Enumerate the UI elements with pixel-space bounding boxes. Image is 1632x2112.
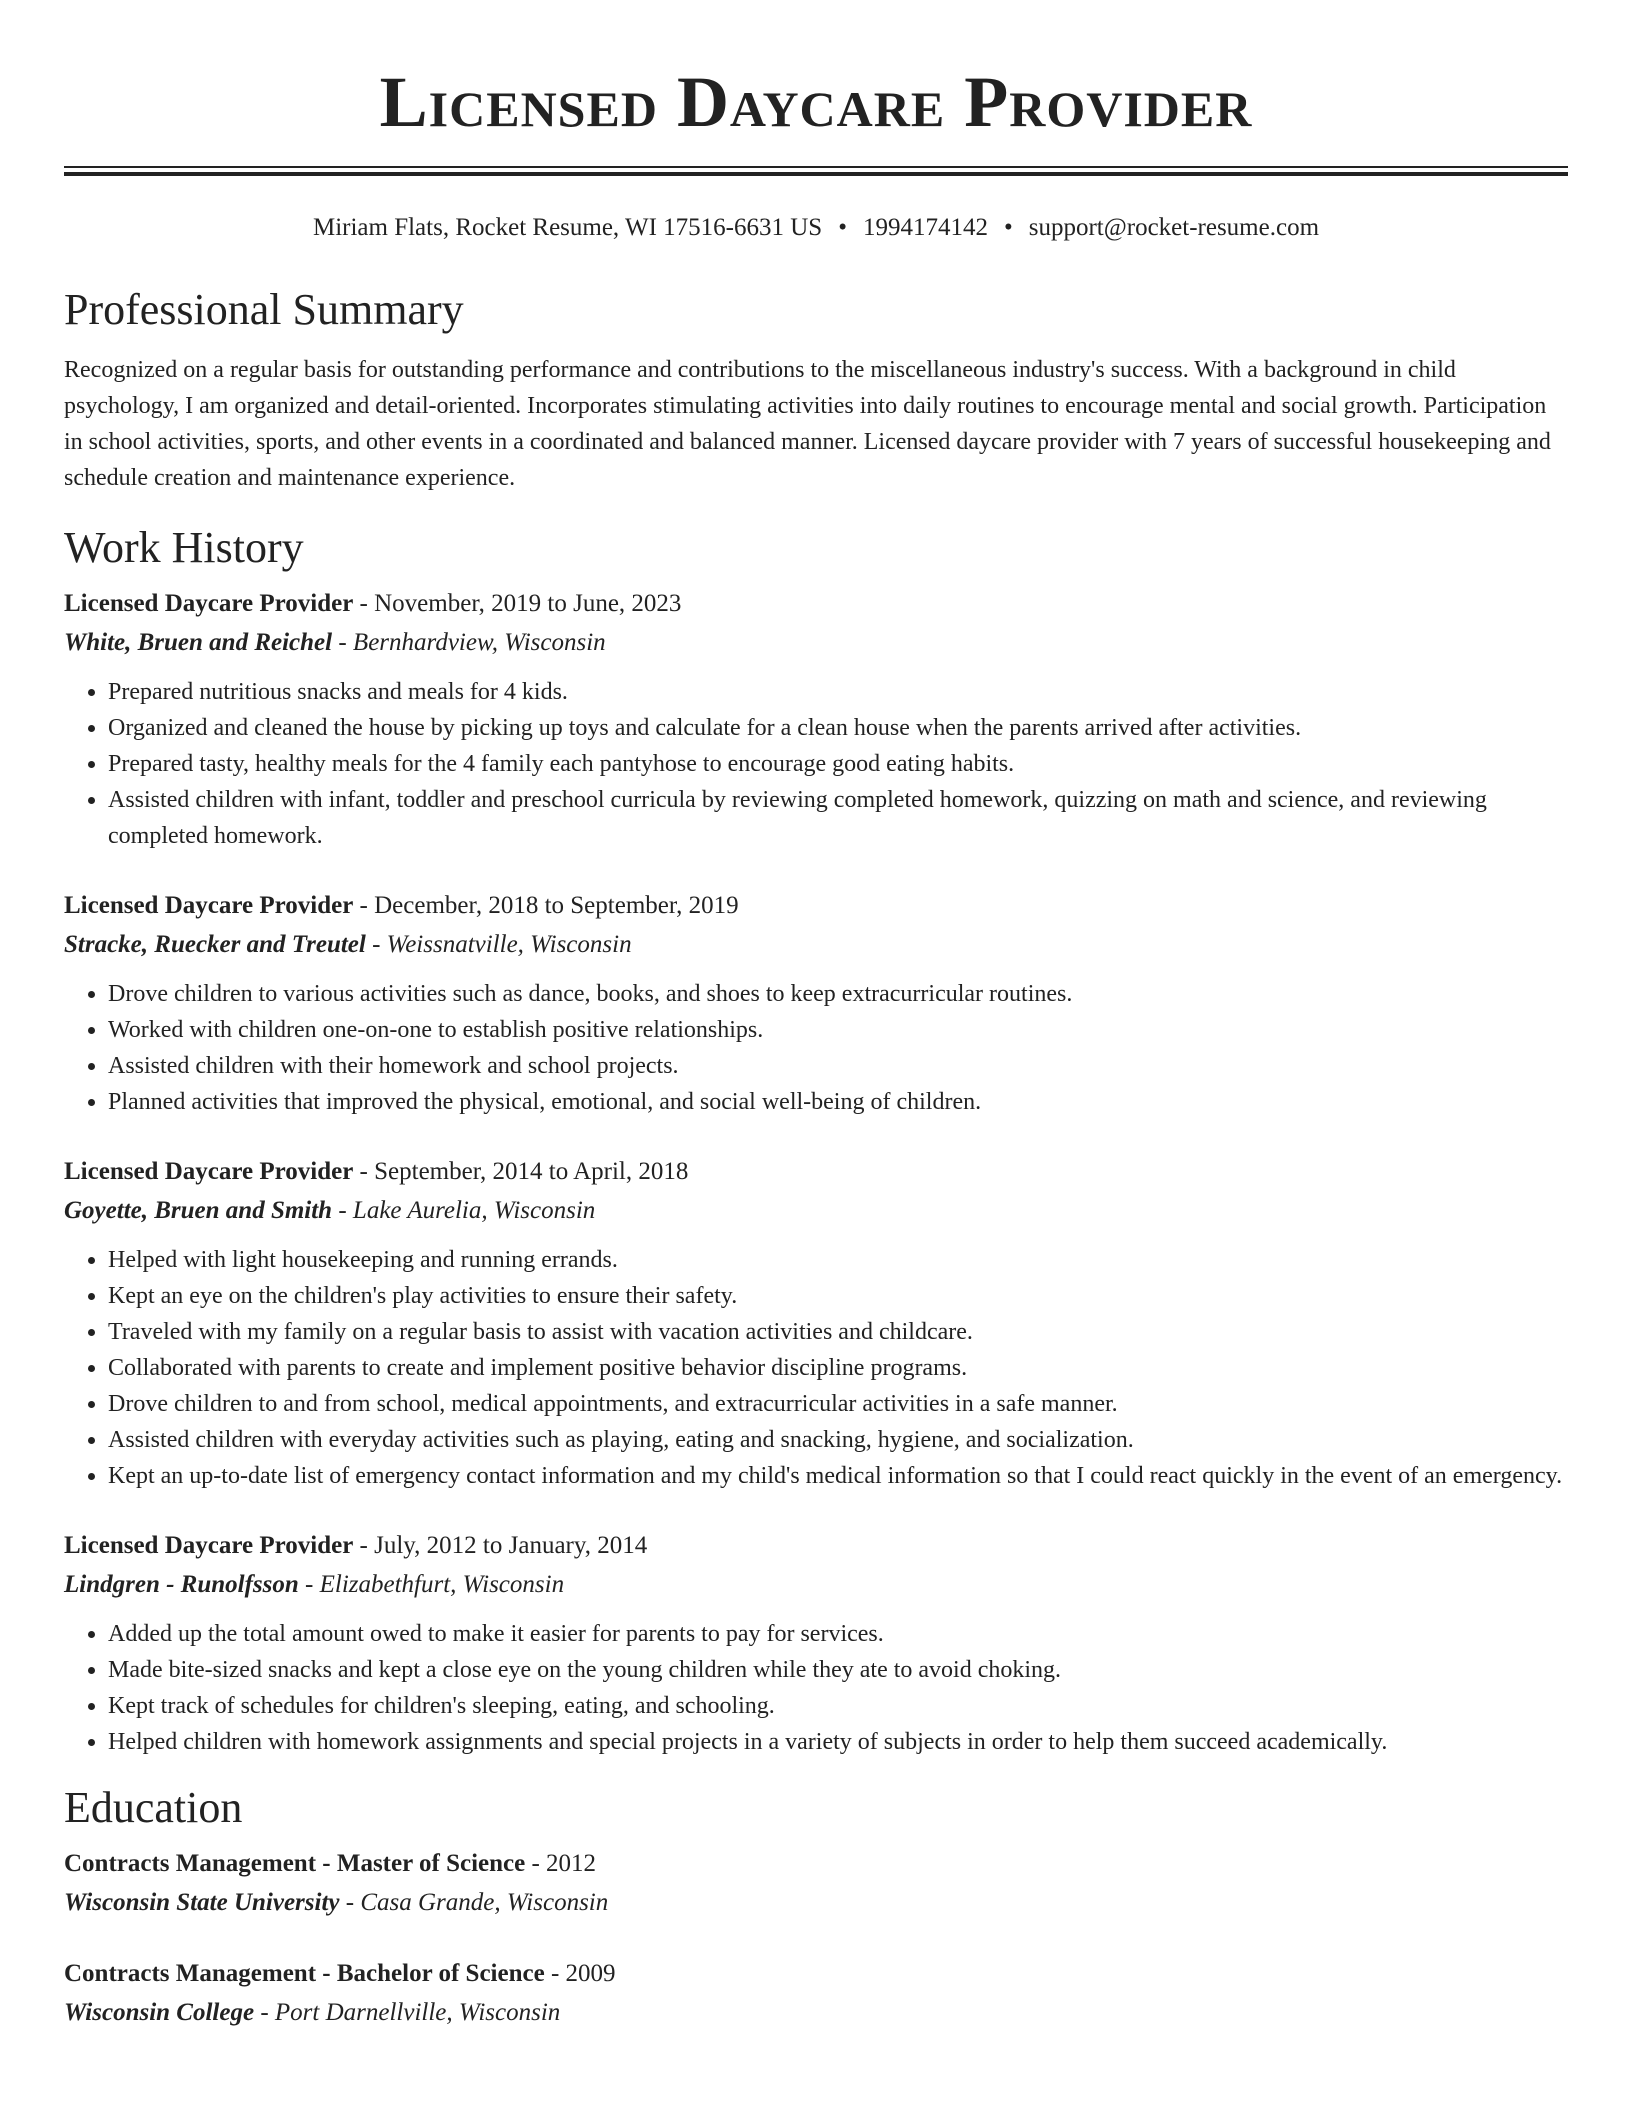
- job-title: Licensed Daycare Provider: [64, 590, 354, 617]
- education-entry: [64, 1844, 1568, 1922]
- degree-line: [64, 1844, 1568, 1883]
- employer-location: - Elizabethfurt, Wisconsin: [298, 1571, 565, 1598]
- job-title: Licensed Daycare Provider: [64, 892, 354, 919]
- job-duty: • Added up the total amount owed to make it easier for parents to pay for services.: [108, 1616, 1568, 1652]
- education-entry: [64, 1954, 1568, 2032]
- contact-line: [64, 212, 1568, 244]
- job-duties: [64, 674, 1568, 854]
- job-title: Licensed Daycare Provider: [64, 1532, 354, 1559]
- summary-heading: Professional Summary: [64, 285, 464, 334]
- employer-line: [64, 1191, 1568, 1230]
- job-duty: • Drove children to and from school, medical appointments, and extracurricular activities in a safe manner.: [108, 1386, 1568, 1422]
- resume-title: Licensed Daycare Provider: [379, 62, 1253, 142]
- employer-location: - Bernhardview, Wisconsin: [332, 629, 606, 656]
- school-line: [64, 1993, 1568, 2032]
- summary-text: Recognized on a regular basis for outstanding performance and contributions to the miscellaneous industry's success. With a background in child psychology, I am organized and detail-oriented. Incorporates stimulating activities into daily routines to encourage mental and social growth. Participation in school activities, sports, and other events in a coordinated and balanced manner. Licensed daycare provider with 7 years of successful housekeeping and schedule creation and maintenance experience.: [64, 357, 1551, 491]
- degree-line: [64, 1954, 1568, 1993]
- title-divider: [64, 166, 1568, 176]
- job-duty: • Worked with children one-on-one to establish positive relationships.: [108, 1012, 1568, 1048]
- school-name: Wisconsin State University: [64, 1889, 340, 1916]
- job-duty: • Assisted children with everyday activities such as playing, eating and snacking, hygiene, and socialization.: [108, 1422, 1568, 1458]
- job-dates: - September, 2014 to April, 2018: [353, 1158, 689, 1185]
- job-entry: [64, 886, 1568, 1120]
- job-title: Licensed Daycare Provider: [64, 1158, 354, 1185]
- job-dates: - December, 2018 to September, 2019: [353, 892, 739, 919]
- job-duty: • Prepared tasty, healthy meals for the 4 family each pantyhose to encourage good eating habits.: [108, 746, 1568, 782]
- job-duty: • Traveled with my family on a regular basis to assist with vacation activities and childcare.: [108, 1314, 1568, 1350]
- degree-year: - 2012: [525, 1850, 597, 1877]
- contact-address: Miriam Flats, Rocket Resume, WI 17516-6631 US: [312, 214, 823, 241]
- employer-line: [64, 623, 1568, 662]
- school-line: [64, 1883, 1568, 1922]
- job-duty: • Helped children with homework assignments and special projects in a variety of subjects in order to help them succeed academically.: [108, 1724, 1568, 1760]
- job-duty: • Organized and cleaned the house by picking up toys and calculate for a clean house when the parents arrived after activities.: [108, 710, 1568, 746]
- school-name: Wisconsin College: [64, 1999, 255, 2026]
- employer-name: Goyette, Bruen and Smith: [64, 1197, 333, 1224]
- degree-name: Contracts Management - Master of Science: [64, 1850, 526, 1877]
- employer-line: [64, 1565, 1568, 1604]
- job-duty: • Kept an up-to-date list of emergency contact information and my child's medical information so that I could react quickly in the event of an emergency.: [108, 1458, 1568, 1494]
- job-title-line: [64, 584, 1568, 623]
- job-entry: [64, 584, 1568, 854]
- degree-year: - 2009: [544, 1960, 616, 1987]
- employer-name: White, Bruen and Reichel: [64, 629, 333, 656]
- employer-name: Stracke, Ruecker and Treutel: [64, 931, 366, 958]
- employer-location: - Lake Aurelia, Wisconsin: [332, 1197, 596, 1224]
- employer-name: Lindgren - Runolfsson: [64, 1571, 299, 1598]
- employer-location: - Weissnatville, Wisconsin: [365, 931, 632, 958]
- job-duty: • Kept an eye on the children's play activities to ensure their safety.: [108, 1278, 1568, 1314]
- job-title-line: [64, 886, 1568, 925]
- job-dates: - November, 2019 to June, 2023: [353, 590, 682, 617]
- job-duty: • Helped with light housekeeping and running errands.: [108, 1242, 1568, 1278]
- degree-name: Contracts Management - Bachelor of Science: [64, 1960, 545, 1987]
- employer-line: [64, 925, 1568, 964]
- job-duty: • Prepared nutritious snacks and meals for 4 kids.: [108, 674, 1568, 710]
- job-duty: • Kept track of schedules for children's sleeping, eating, and schooling.: [108, 1688, 1568, 1724]
- job-entry: [64, 1526, 1568, 1760]
- education-heading: Education: [64, 1783, 243, 1832]
- contact-separator: •: [1003, 214, 1013, 241]
- job-duties: [64, 1616, 1568, 1760]
- job-duty: • Assisted children with infant, toddler and preschool curricula by reviewing completed homework, quizzing on math and science, and reviewing completed homework.: [108, 782, 1568, 854]
- contact-email[interactable]: support@rocket-resume.com: [1028, 214, 1320, 241]
- contact-phone: 1994174142: [862, 214, 988, 241]
- job-duty: • Drove children to various activities such as dance, books, and shoes to keep extracurricular routines.: [108, 976, 1568, 1012]
- job-title-line: [64, 1152, 1568, 1191]
- job-duty: • Assisted children with their homework and school projects.: [108, 1048, 1568, 1084]
- job-entry: [64, 1152, 1568, 1494]
- job-duty: • Made bite-sized snacks and kept a close eye on the young children while they ate to avoid choking.: [108, 1652, 1568, 1688]
- job-title-line: [64, 1526, 1568, 1565]
- contact-separator: •: [838, 214, 847, 241]
- school-location: - Casa Grande, Wisconsin: [339, 1889, 609, 1916]
- job-duties: [64, 976, 1568, 1120]
- school-location: - Port Darnellville, Wisconsin: [254, 1999, 561, 2026]
- job-duty: • Planned activities that improved the physical, emotional, and social well-being of children.: [108, 1084, 1568, 1120]
- job-duties: [64, 1242, 1568, 1494]
- job-dates: - July, 2012 to January, 2014: [353, 1532, 648, 1559]
- job-duty: • Collaborated with parents to create and implement positive behavior discipline programs.: [108, 1350, 1568, 1386]
- work-history-heading: Work History: [64, 523, 304, 572]
